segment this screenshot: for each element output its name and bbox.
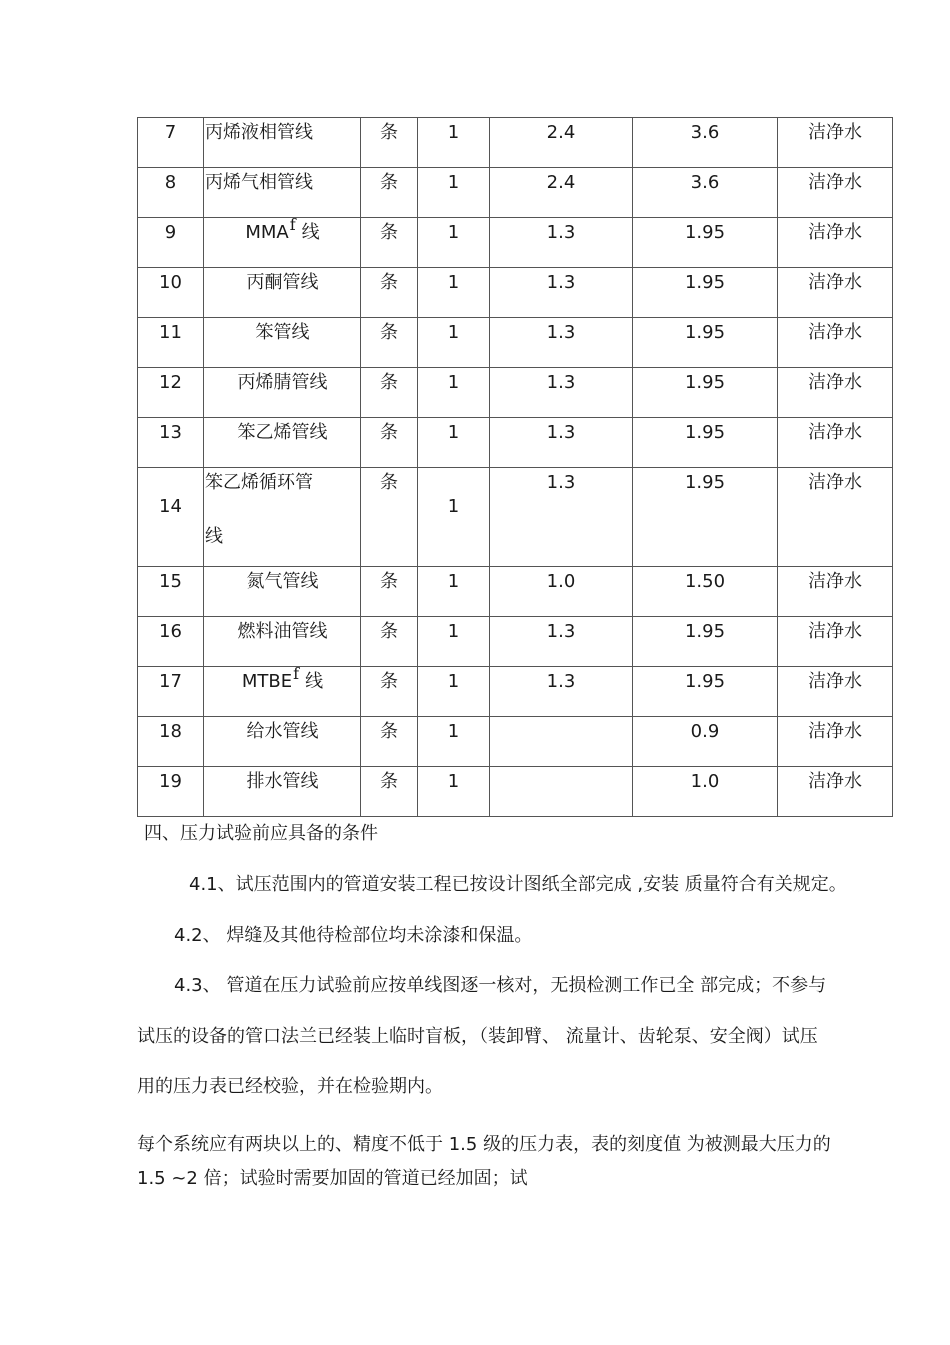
quantity: 1 — [447, 222, 460, 243]
quantity: 1 — [447, 771, 460, 792]
unit-cell — [361, 118, 418, 168]
test-medium: 洁净水 — [808, 671, 862, 692]
test-medium-cell — [778, 118, 893, 168]
table-row — [138, 268, 893, 318]
test-pressure-cell — [633, 767, 778, 817]
paragraph-4-1: 4.1、试压范围内的管道安装工程已按设计图纸全部完成 ,安装 质量符合有关规定。 — [189, 874, 847, 895]
test-medium-cell — [778, 667, 893, 717]
design-pressure: 1.3 — [546, 671, 576, 692]
quantity: 1 — [447, 172, 460, 193]
row-number-cell — [138, 218, 204, 268]
unit-cell — [361, 767, 418, 817]
unit-cell — [361, 218, 418, 268]
row-number: 10 — [159, 272, 182, 293]
test-medium-cell — [778, 468, 893, 567]
row-number: 17 — [159, 671, 182, 692]
test-medium: 洁净水 — [808, 372, 862, 393]
test-pressure-cell — [633, 468, 778, 567]
paragraph-4-4-line2: 1.5 ~2 倍；试验时需要加固的管道已经加固；试 — [137, 1168, 528, 1189]
quantity-cell — [418, 368, 490, 418]
test-pressure-cell — [633, 567, 778, 617]
test-pressure: 3.6 — [690, 172, 720, 193]
test-pressure: 1.95 — [684, 222, 726, 243]
unit: 条 — [380, 771, 398, 792]
quantity: 1 — [447, 422, 460, 443]
test-medium: 洁净水 — [808, 222, 862, 243]
design-pressure: 1.3 — [546, 621, 576, 642]
quantity-cell — [418, 567, 490, 617]
design-pressure-cell — [490, 368, 633, 418]
test-pressure-cell — [633, 368, 778, 418]
test-medium: 洁净水 — [808, 621, 862, 642]
design-pressure-cell — [490, 667, 633, 717]
row-number-cell — [138, 667, 204, 717]
pipeline-name-part: 线 — [301, 222, 320, 243]
pipeline-name-cell — [204, 268, 361, 318]
test-medium: 洁净水 — [808, 771, 862, 792]
quantity: 1 — [447, 571, 460, 592]
pipeline-name-cell — [204, 664, 361, 717]
pipeline-name: 丙烯气相管线 — [205, 172, 313, 193]
row-number-cell — [138, 268, 204, 318]
quantity: 1 — [447, 721, 460, 742]
unit-cell — [361, 368, 418, 418]
table-row — [138, 318, 893, 368]
table-row — [138, 118, 893, 168]
paragraph-4-2: 4.2、 焊缝及其他待检部位均未涂漆和保温。 — [174, 925, 533, 946]
row-number-cell — [138, 418, 204, 468]
pipeline-name-sup: f — [293, 664, 300, 683]
quantity: 1 — [447, 671, 460, 692]
pipeline-name: 笨乙烯管线 — [237, 422, 328, 443]
test-medium-cell — [778, 318, 893, 368]
test-pressure: 1.95 — [684, 472, 726, 493]
quantity: 1 — [447, 322, 460, 343]
pipeline-name-cell — [204, 368, 361, 418]
test-medium-cell — [778, 567, 893, 617]
test-pressure: 1.95 — [684, 671, 726, 692]
row-number-cell — [138, 567, 204, 617]
unit: 条 — [380, 122, 398, 143]
test-medium: 洁净水 — [808, 721, 862, 742]
design-pressure-cell — [490, 168, 633, 218]
table-row — [138, 218, 893, 268]
test-medium: 洁净水 — [808, 172, 862, 193]
test-medium-cell — [778, 168, 893, 218]
design-pressure: 1.3 — [546, 272, 576, 293]
paragraph-4-3-line3: 用的压力表已经校验，并在检验期内。 — [137, 1076, 443, 1097]
row-number-cell — [138, 617, 204, 667]
design-pressure: 1.3 — [546, 322, 576, 343]
quantity-cell — [418, 617, 490, 667]
unit-cell — [361, 617, 418, 667]
test-pressure: 3.6 — [690, 122, 720, 143]
design-pressure: 1.0 — [546, 571, 576, 592]
row-number: 8 — [164, 172, 177, 193]
unit-cell — [361, 168, 418, 218]
unit: 条 — [380, 422, 398, 443]
test-medium: 洁净水 — [808, 472, 862, 493]
test-pressure-cell — [633, 617, 778, 667]
pipeline-name-cell — [204, 567, 361, 617]
paragraph-4-3-line1: 4.3、 管道在压力试验前应按单线图逐一核对，无损检测工作已全 部完成；不参与 — [174, 975, 827, 996]
paragraph-4-3-line2: 试压的设备的管口法兰已经装上临时盲板，（装卸臂、 流量计、齿轮泵、安全阀）试压 — [137, 1026, 818, 1047]
test-pressure: 1.95 — [684, 422, 726, 443]
test-medium-cell — [778, 717, 893, 767]
quantity: 1 — [447, 496, 460, 517]
row-number-cell — [138, 118, 204, 168]
test-medium: 洁净水 — [808, 322, 862, 343]
pipeline-name-cell — [204, 118, 361, 168]
test-medium-cell — [778, 418, 893, 468]
unit: 条 — [380, 621, 398, 642]
pipeline-name-part: 线 — [305, 671, 324, 692]
pipeline-name-cell — [204, 717, 361, 767]
row-number: 15 — [159, 571, 182, 592]
design-pressure: 1.3 — [546, 372, 576, 393]
design-pressure — [490, 717, 632, 723]
unit-cell — [361, 418, 418, 468]
table-row — [138, 617, 893, 667]
row-number-cell — [138, 368, 204, 418]
test-pressure-cell — [633, 418, 778, 468]
table-row — [138, 717, 893, 767]
test-pressure-cell — [633, 168, 778, 218]
test-pressure: 0.9 — [690, 721, 720, 742]
table-row — [138, 168, 893, 218]
test-medium-cell — [778, 767, 893, 817]
row-number: 19 — [159, 771, 182, 792]
design-pressure — [490, 767, 632, 773]
pipeline-name: 丙烯腈管线 — [237, 372, 328, 393]
row-number: 11 — [159, 322, 182, 343]
test-pressure: 1.95 — [684, 322, 726, 343]
pipeline-name-part: MMA — [245, 222, 289, 243]
quantity-cell — [418, 418, 490, 468]
unit-cell — [361, 468, 418, 567]
test-pressure-cell — [633, 667, 778, 717]
row-number-cell — [138, 318, 204, 368]
row-number: 12 — [159, 372, 182, 393]
pipeline-name-sup: f — [289, 215, 296, 234]
table-row — [138, 667, 893, 717]
table-row — [138, 368, 893, 418]
section-heading: 四、压力试验前应具备的条件 — [144, 823, 378, 844]
quantity: 1 — [447, 272, 460, 293]
quantity-cell — [418, 767, 490, 817]
unit: 条 — [380, 322, 398, 343]
quantity-cell — [418, 268, 490, 318]
table-row — [138, 767, 893, 817]
test-pressure-cell — [633, 268, 778, 318]
unit: 条 — [380, 222, 398, 243]
design-pressure-cell — [490, 717, 633, 767]
pipeline-name: 燃料油管线 — [237, 621, 328, 642]
table-row — [138, 418, 893, 468]
test-pressure-cell — [633, 118, 778, 168]
row-number: 9 — [164, 222, 177, 243]
row-number-cell — [138, 767, 204, 817]
pipeline-name: 笨管线 — [255, 322, 310, 343]
test-pressure: 1.95 — [684, 272, 726, 293]
test-medium-cell — [778, 218, 893, 268]
pipeline-name-cell — [204, 215, 361, 268]
design-pressure: 2.4 — [546, 172, 576, 193]
quantity-cell — [418, 168, 490, 218]
pipeline-name: 给水管线 — [246, 721, 319, 742]
quantity-cell — [418, 218, 490, 268]
design-pressure-cell — [490, 318, 633, 368]
pipeline-name-cell — [204, 418, 361, 468]
unit-cell — [361, 717, 418, 767]
unit: 条 — [380, 721, 398, 742]
test-pressure-cell — [633, 218, 778, 268]
unit-cell — [361, 667, 418, 717]
pipeline-name-line1: 笨乙烯循环管 — [205, 472, 313, 493]
row-number-cell — [138, 168, 204, 218]
unit: 条 — [380, 472, 398, 493]
paragraph-4-4-line1: 每个系统应有两块以上的、精度不低于 1.5 级的压力表，表的刻度值 为被测最大压力的 — [137, 1134, 831, 1155]
quantity-cell — [418, 717, 490, 767]
pipeline-name: 丙酮管线 — [246, 272, 319, 293]
pipeline-name: 氮气管线 — [246, 571, 319, 592]
quantity-cell — [418, 468, 490, 567]
test-pressure: 1.95 — [684, 621, 726, 642]
quantity-cell — [418, 667, 490, 717]
design-pressure-cell — [490, 617, 633, 667]
row-number: 13 — [159, 422, 182, 443]
unit-cell — [361, 567, 418, 617]
quantity: 1 — [447, 372, 460, 393]
row-number-cell — [138, 468, 204, 567]
test-pressure-cell — [633, 318, 778, 368]
test-medium: 洁净水 — [808, 122, 862, 143]
test-pressure: 1.50 — [684, 571, 726, 592]
pipeline-name-cell — [204, 468, 361, 567]
test-pressure-cell — [633, 717, 778, 767]
table-row — [138, 567, 893, 617]
unit: 条 — [380, 671, 398, 692]
row-number: 16 — [159, 621, 182, 642]
row-number-cell — [138, 717, 204, 767]
pipeline-name-line2: 线 — [205, 526, 223, 547]
design-pressure-cell — [490, 118, 633, 168]
test-medium: 洁净水 — [808, 422, 862, 443]
row-number: 7 — [164, 122, 177, 143]
test-medium-cell — [778, 368, 893, 418]
pipeline-name: 排水管线 — [246, 771, 319, 792]
unit: 条 — [380, 172, 398, 193]
design-pressure-cell — [490, 468, 633, 567]
test-pressure: 1.95 — [684, 372, 726, 393]
design-pressure-cell — [490, 767, 633, 817]
quantity: 1 — [447, 122, 460, 143]
pipeline-name-cell — [204, 617, 361, 667]
pipeline-name-cell — [204, 767, 361, 817]
unit-cell — [361, 268, 418, 318]
table-row — [138, 468, 893, 567]
test-medium: 洁净水 — [808, 571, 862, 592]
design-pressure-cell — [490, 418, 633, 468]
pipeline-name-cell — [204, 168, 361, 218]
design-pressure-cell — [490, 567, 633, 617]
quantity-cell — [418, 118, 490, 168]
design-pressure-cell — [490, 218, 633, 268]
row-number: 18 — [159, 721, 182, 742]
unit: 条 — [380, 272, 398, 293]
unit: 条 — [380, 372, 398, 393]
test-medium: 洁净水 — [808, 272, 862, 293]
design-pressure: 1.3 — [546, 472, 576, 493]
quantity-cell — [418, 318, 490, 368]
test-medium-cell — [778, 617, 893, 667]
test-pressure: 1.0 — [690, 771, 720, 792]
unit-cell — [361, 318, 418, 368]
unit: 条 — [380, 571, 398, 592]
pipeline-name-part: MTBE — [241, 671, 293, 692]
quantity: 1 — [447, 621, 460, 642]
pipeline-name: 丙烯液相管线 — [205, 122, 313, 143]
test-medium-cell — [778, 268, 893, 318]
design-pressure: 1.3 — [546, 222, 576, 243]
pipeline-test-table — [137, 117, 893, 817]
row-number: 14 — [159, 496, 182, 517]
design-pressure-cell — [490, 268, 633, 318]
design-pressure: 2.4 — [546, 122, 576, 143]
pipeline-name-cell — [204, 318, 361, 368]
design-pressure: 1.3 — [546, 422, 576, 443]
